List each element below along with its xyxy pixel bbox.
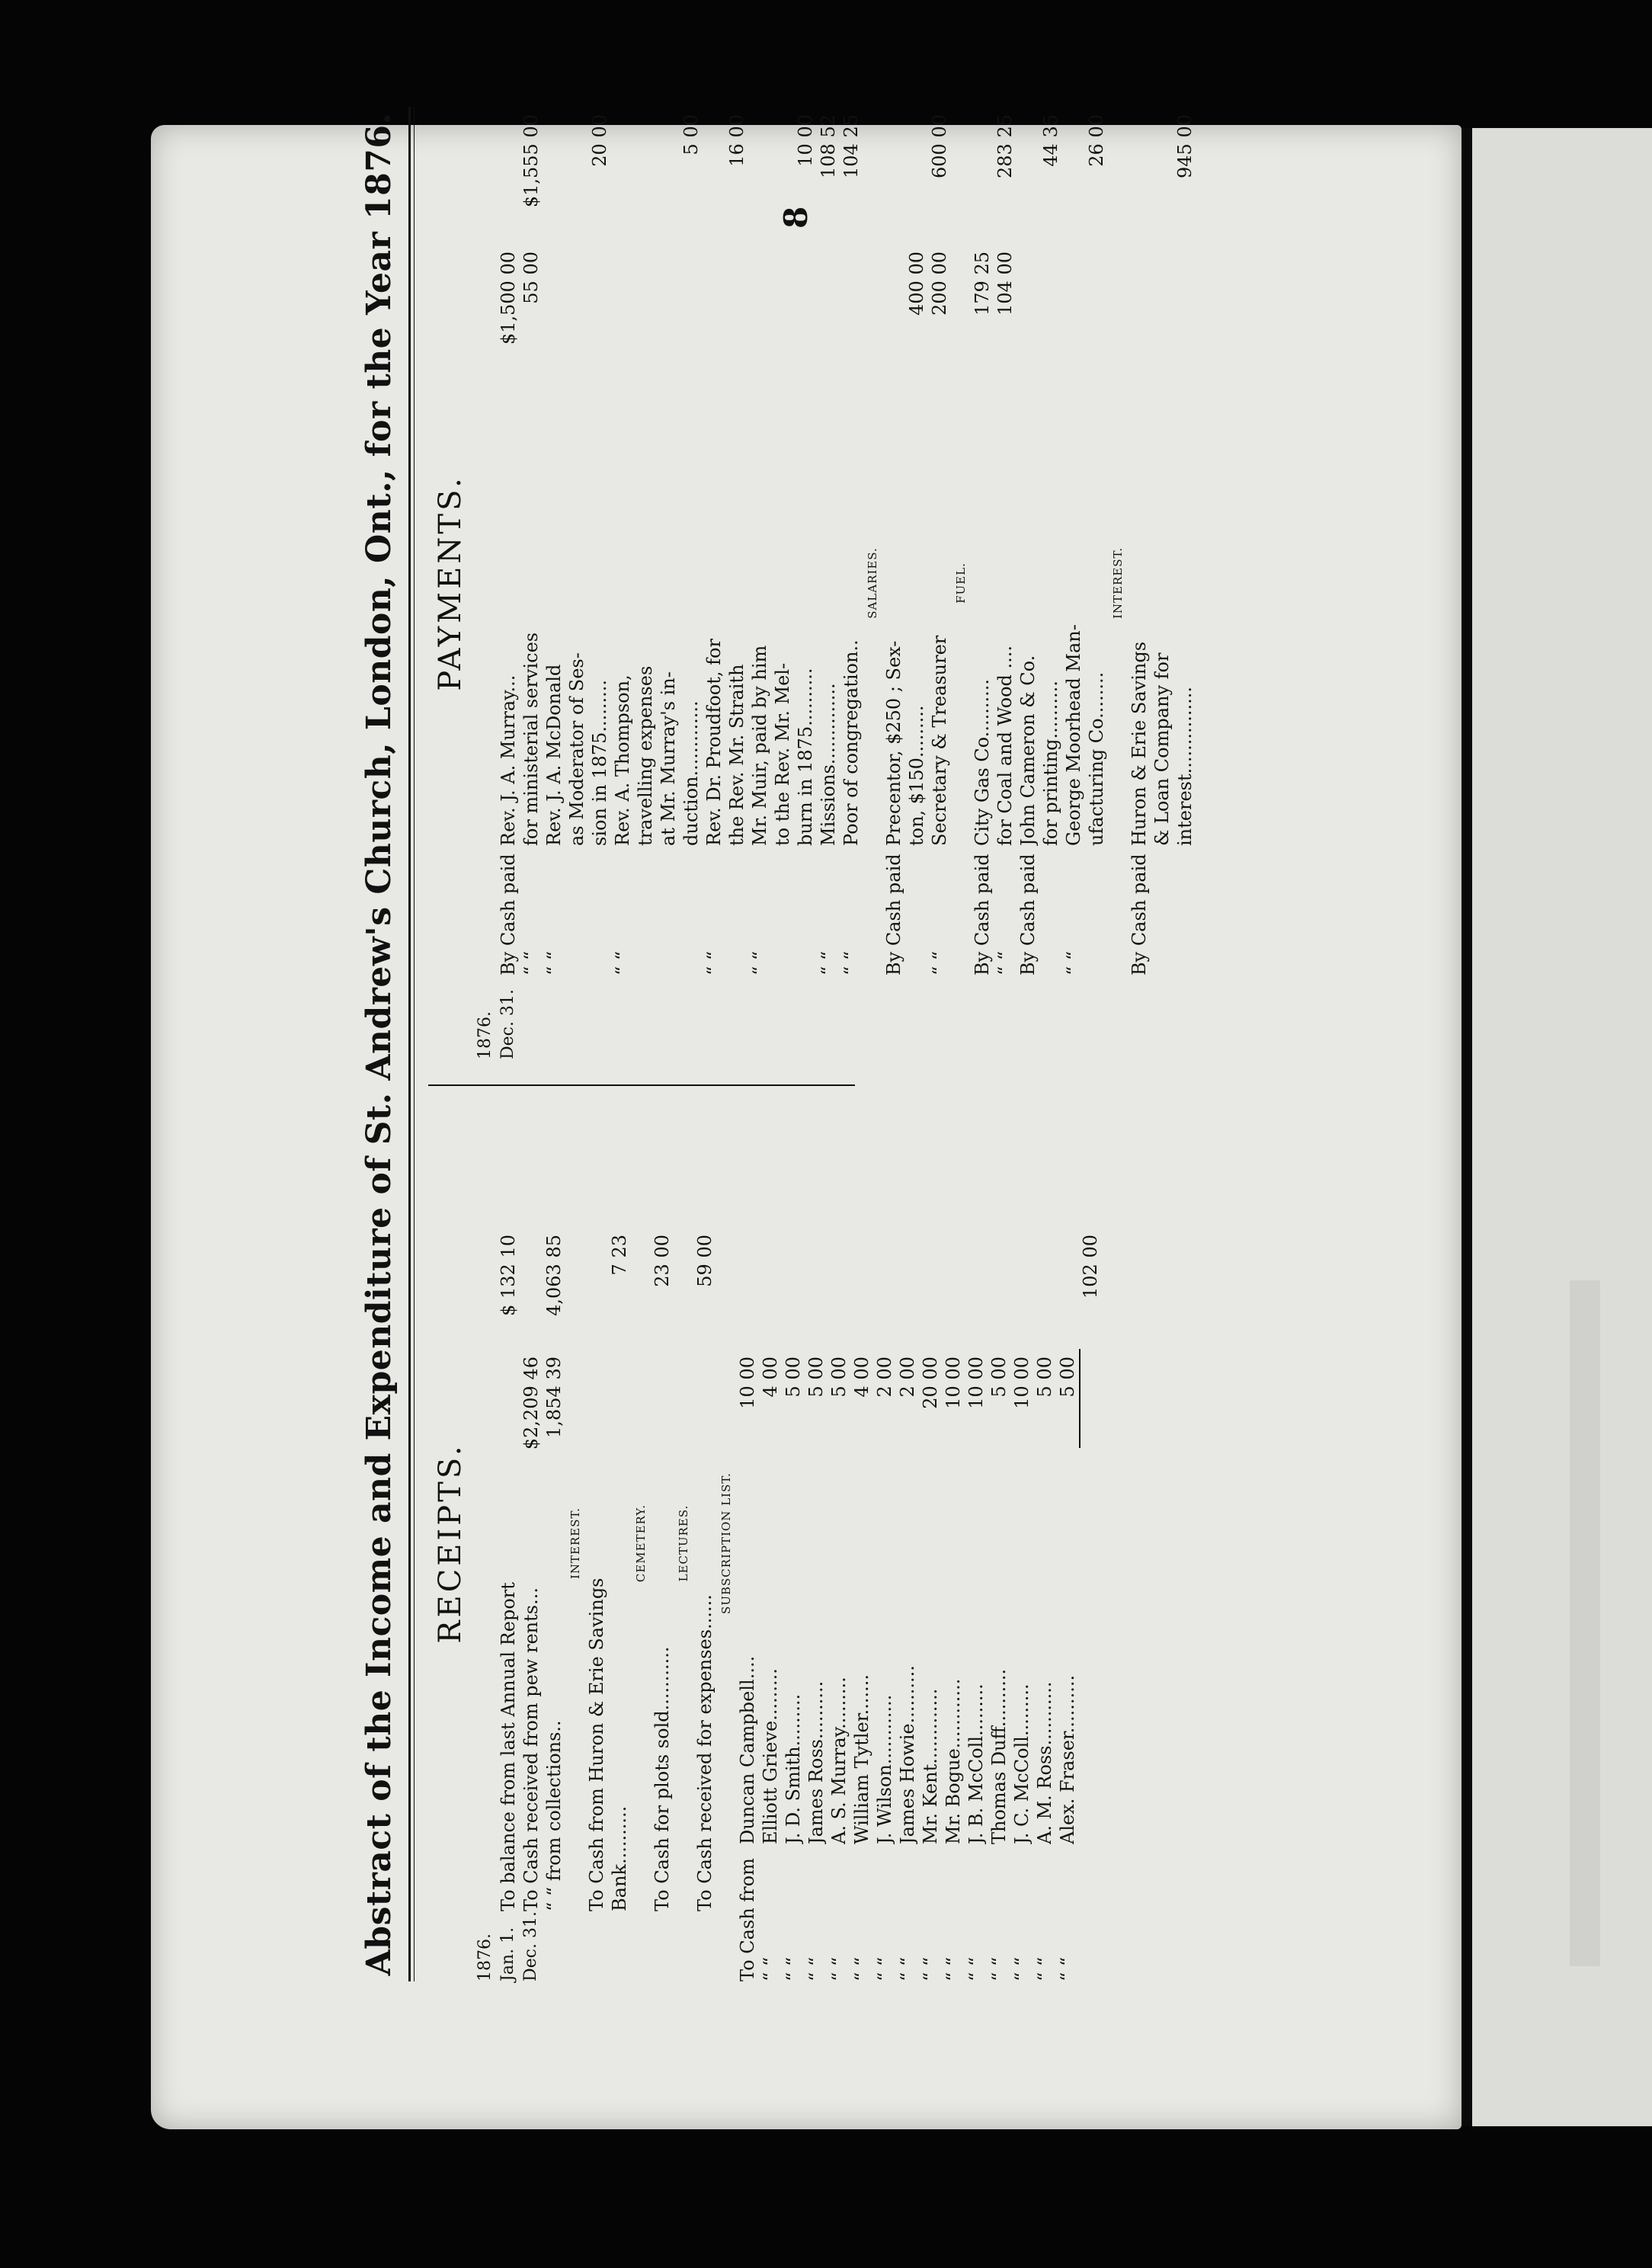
subscriber-prefix: To Cash from [737, 1858, 758, 1981]
payment-subtotal: 104 25 [840, 114, 862, 178]
receipt-row [497, 1105, 520, 1981]
payments-heading: PAYMENTS. [433, 475, 468, 691]
payment-description: Rev. A. Thompson, [612, 674, 633, 846]
subscription-row [805, 1105, 828, 1981]
receipt-description: To balance from last Annual Report [498, 1582, 519, 1911]
receipt-date: Jan. 1. [498, 1927, 517, 1981]
subscription-amount: 5 00 [1034, 1357, 1055, 1398]
payment-description: burn in 1875.......... [795, 668, 816, 846]
payment-prefix: “ “ [612, 950, 633, 975]
subscription-total-rule [1079, 1349, 1081, 1448]
payment-row [1128, 107, 1151, 1059]
receipts-heading: RECEIPTS. [433, 1443, 468, 1644]
receipts-lectures-rows [693, 1105, 716, 1981]
payment-row [928, 107, 951, 1059]
cemetery-label: CEMETERY. [634, 1504, 648, 1583]
subscription-amount: 10 00 [943, 1357, 964, 1409]
subscription-row [942, 1105, 965, 1981]
subscription-amount: 5 00 [828, 1357, 850, 1398]
payment-description: Missions.............. [818, 683, 839, 846]
subscriber-prefix: “ “ [920, 1956, 941, 1981]
payment-subtotal: 945 00 [1174, 114, 1196, 178]
payment-row [1062, 107, 1085, 1059]
payment-prefix: By Cash paid [883, 854, 904, 975]
payment-prefix: “ “ [818, 950, 839, 975]
payment-description: for printing.......... [1040, 681, 1061, 846]
subscription-row [896, 1105, 919, 1981]
subscriber-prefix: “ “ [897, 1956, 918, 1981]
subscription-row [850, 1105, 873, 1981]
payments-column [427, 107, 1196, 1059]
payment-description: ton, $150......... [906, 705, 927, 846]
fuel-label: FUEL. [954, 562, 968, 604]
subscription-amount: 4 00 [851, 1357, 872, 1398]
subscription-total-row [1079, 1105, 1102, 1981]
subscription-amount: 5 00 [805, 1357, 827, 1398]
subscriber-prefix: “ “ [874, 1956, 895, 1981]
payment-prefix: By Cash paid [972, 854, 993, 975]
payment-row [905, 107, 928, 1059]
subscription-total: 102 00 [1080, 1235, 1101, 1299]
payment-prefix: By Cash paid [1017, 854, 1039, 975]
subscription-amount: 5 00 [1057, 1357, 1078, 1398]
receipt-description: To Cash received for expenses...... [694, 1594, 716, 1911]
payment-row [543, 107, 565, 1059]
interest-label: INTEREST. [568, 1507, 582, 1580]
subscriber-name: James Ross.......... [805, 1680, 827, 1844]
subscription-amount: 2 00 [897, 1357, 918, 1398]
receipt-description: To Cash from Huron & Erie Savings [586, 1578, 607, 1911]
payment-description: Rev. Dr. Proudfoot, for [703, 639, 725, 846]
receipt-subtotal: 4,063 85 [543, 1235, 565, 1316]
subscription-row [828, 1105, 850, 1981]
payment-prefix: “ “ [749, 950, 770, 975]
payment-subtotal: 44 35 [1040, 114, 1061, 167]
receipt-subtotal: $ 132 10 [498, 1235, 519, 1316]
payment-prefix: “ “ [929, 950, 950, 975]
receipt-subtotal: 59 00 [694, 1235, 716, 1287]
payment-row [882, 107, 905, 1059]
subscription-row [988, 1105, 1010, 1981]
payment-row [748, 107, 771, 1059]
payment-description: City Gas Co.......... [972, 679, 993, 846]
subscription-rows [736, 1105, 1102, 1981]
payment-row [588, 107, 611, 1059]
subscriber-name: A. S. Murray......... [828, 1677, 850, 1844]
subscription-row [1010, 1105, 1033, 1981]
payment-subtotal: 20 00 [589, 114, 610, 167]
subscriber-prefix: “ “ [1034, 1956, 1055, 1981]
subscriber-prefix: “ “ [1011, 1956, 1032, 1981]
receipt-description: Bank.......... [609, 1805, 630, 1911]
payment-description: George Moorhead Man- [1063, 624, 1084, 846]
payments-interest-rows [1128, 107, 1196, 1059]
payment-subtotal: 10 00 [795, 114, 816, 167]
payment-prefix: “ “ [520, 950, 542, 975]
payment-description: as Moderator of Ses- [566, 652, 587, 846]
payment-subtotal: 600 00 [929, 114, 950, 178]
payment-amount: 400 00 [906, 251, 927, 316]
subscription-row [1056, 1105, 1079, 1981]
subscriber-prefix: “ “ [805, 1956, 827, 1981]
payment-subtotal: 26 00 [1086, 114, 1107, 167]
subscriber-prefix: “ “ [943, 1956, 964, 1981]
payment-prefix: By Cash paid [1129, 854, 1150, 975]
payment-row [771, 107, 794, 1059]
receipt-subtotal: 7 23 [609, 1235, 630, 1276]
payment-description: Huron & Erie Savings [1129, 641, 1150, 846]
payment-description: Mr. Muir, paid by him [749, 645, 770, 846]
fuel-rows [971, 107, 1016, 1059]
receipts-year-row [474, 1105, 497, 1981]
receipt-date: Dec. 31. [521, 1911, 540, 1981]
receipt-amount: 1,854 39 [543, 1357, 565, 1438]
payment-prefix: “ “ [543, 950, 565, 975]
receipt-row [608, 1105, 631, 1981]
payment-row [497, 107, 520, 1059]
payment-row [994, 107, 1016, 1059]
payment-description: Precentor, $250 ; Sex- [883, 640, 904, 846]
subscriber-name: James Howie.......... [897, 1665, 918, 1844]
payments-year: 1876. [475, 1011, 495, 1059]
subscriber-prefix: “ “ [828, 1956, 850, 1981]
payment-description: & Loan Company for [1151, 652, 1173, 846]
payment-amount: $1,500 00 [498, 251, 519, 345]
title-rule [408, 107, 411, 1981]
receipts-cemetery-rows [651, 1105, 674, 1981]
receipt-description: To Cash for plots sold........... [652, 1646, 673, 1911]
payment-subtotal: $1,555 00 [520, 114, 542, 208]
subscription-row [919, 1105, 942, 1981]
payment-prefix: By Cash paid [498, 854, 519, 975]
subscription-row [965, 1105, 988, 1981]
subscriber-prefix: “ “ [760, 1956, 781, 1981]
subscriber-name: Mr. Kent............. [920, 1688, 941, 1844]
receipt-description: To Cash received from pew rents... [520, 1587, 542, 1911]
subscription-amount: 20 00 [920, 1357, 941, 1409]
payment-prefix: “ “ [840, 950, 862, 975]
payment-row [1173, 107, 1196, 1059]
payment-row [971, 107, 994, 1059]
payment-amount: 200 00 [929, 251, 950, 316]
subscription-row [1033, 1105, 1056, 1981]
receipt-row [543, 1105, 565, 1981]
payment-row [794, 107, 817, 1059]
payment-row [1039, 107, 1062, 1059]
payments-year-row [474, 107, 497, 1059]
payment-row [725, 107, 748, 1059]
receipts-rows [497, 1105, 565, 1981]
payment-row [840, 107, 863, 1059]
payment-subtotal: 108 52 [818, 114, 839, 178]
subscription-amount: 5 00 [988, 1357, 1010, 1398]
payment-prefix: “ “ [1063, 950, 1084, 975]
receipt-row [520, 1105, 543, 1981]
payment-description: for ministerial services [520, 632, 542, 846]
payment-row [520, 107, 543, 1059]
subscriber-name: J. B. McColl......... [965, 1683, 987, 1844]
subscriber-name: J. Wilson............ [874, 1694, 895, 1844]
payment-prefix: “ “ [703, 950, 725, 975]
receipt-subtotal: 23 00 [652, 1235, 673, 1287]
subscriber-name: Thomas Duff.......... [988, 1668, 1010, 1844]
payment-description: for Coal and Wood .... [994, 645, 1016, 846]
title-rule-thin [414, 107, 415, 1981]
payment-subtotal: 5 00 [680, 114, 702, 155]
payment-description: Rev. J. A. Murray... [498, 674, 519, 846]
payment-row [634, 107, 657, 1059]
payment-description: John Cameron & Co. [1017, 655, 1039, 846]
subscription-row [736, 1105, 759, 1981]
subscriber-name: A. M. Ross........... [1034, 1681, 1055, 1844]
subscriber-name: J. D. Smith......... [783, 1693, 804, 1844]
subscription-row [782, 1105, 805, 1981]
receipt-description: “ “ from collections.. [543, 1720, 565, 1911]
payments-interest-label: INTEREST. [1111, 546, 1125, 620]
payment-row [657, 107, 680, 1059]
payment-date: Dec. 31. [498, 989, 517, 1059]
payment-description: the Rev. Mr. Straith [726, 664, 748, 846]
payment-subtotal: 16 00 [726, 114, 748, 167]
receipt-row [585, 1105, 608, 1981]
payment-description: ufacturing Co........ [1086, 671, 1107, 846]
subscription-label: SUBSCRIPTION LIST. [719, 1472, 733, 1614]
subscriber-prefix: “ “ [988, 1956, 1010, 1981]
payment-description: sion in 1875......... [589, 679, 610, 846]
salaries-label: SALARIES. [866, 547, 879, 619]
salaries-rows [882, 107, 951, 1059]
receipts-year: 1876. [475, 1933, 495, 1981]
payment-row [565, 107, 588, 1059]
subscriber-prefix: “ “ [965, 1956, 987, 1981]
receipts-interest-rows [585, 1105, 631, 1981]
lectures-label: LECTURES. [677, 1504, 690, 1582]
payment-subtotal: 283 25 [994, 114, 1016, 178]
column-divider [428, 1084, 855, 1086]
subscription-amount: 10 00 [737, 1357, 758, 1409]
receipts-column [427, 1105, 1102, 1981]
payment-prefix: “ “ [994, 950, 1016, 975]
subscription-amount: 2 00 [874, 1357, 895, 1398]
payment-amount: 179 25 [972, 251, 993, 316]
subscription-row [873, 1105, 896, 1981]
payment-row [703, 107, 725, 1059]
payment-row [817, 107, 840, 1059]
payment-description: interest............... [1174, 686, 1196, 846]
receipt-amount: $2,209 46 [520, 1357, 542, 1450]
payment-row [1151, 107, 1173, 1059]
subscription-amount: 10 00 [965, 1357, 987, 1409]
payment-row [611, 107, 634, 1059]
subscriber-prefix: “ “ [783, 1956, 804, 1981]
payment-description: duction............. [680, 700, 702, 846]
subscriber-name: Alex. Fraser.......... [1057, 1674, 1078, 1844]
subscriber-name: Elliott Grieve......... [760, 1668, 781, 1844]
payment-description: Secretary & Treasurer [929, 635, 950, 846]
payment-row [680, 107, 703, 1059]
subscription-row [759, 1105, 782, 1981]
subscriber-name: Mr. Bogue............ [943, 1678, 964, 1844]
payments-rows [497, 107, 863, 1059]
payment-amount: 104 00 [994, 251, 1016, 316]
subscriber-name: J. C. McColl......... [1011, 1683, 1032, 1844]
receipt-row [651, 1105, 674, 1981]
subscription-amount: 4 00 [760, 1357, 781, 1398]
payment-description: at Mr. Murray's in- [658, 671, 679, 846]
subscriber-prefix: “ “ [1057, 1956, 1078, 1981]
payment-amount: 55 00 [520, 251, 542, 304]
subscriber-prefix: “ “ [851, 1956, 872, 1981]
receipt-row [693, 1105, 716, 1981]
rotated-content [358, 99, 1608, 1981]
misc-payment-rows [1016, 107, 1108, 1059]
payment-description: Rev. J. A. McDonald [543, 664, 565, 846]
page-title: Abstract of the Income and Expenditure of St. Andrew's Church, London, Ont., for the Year 1876. [360, 112, 399, 1976]
payment-description: travelling expenses [635, 665, 656, 846]
subscriber-name: William Tytler....... [851, 1674, 872, 1844]
page-number: 8 [777, 206, 815, 229]
payment-description: to the Rev. Mr. Mel- [772, 662, 793, 846]
payment-row [1085, 107, 1108, 1059]
payment-description: Poor of congregation.. [840, 639, 862, 846]
subscription-amount: 10 00 [1011, 1357, 1032, 1409]
payment-row [1016, 107, 1039, 1059]
subscription-amount: 5 00 [783, 1357, 804, 1398]
subscriber-name: Duncan Campbell.... [737, 1655, 758, 1844]
